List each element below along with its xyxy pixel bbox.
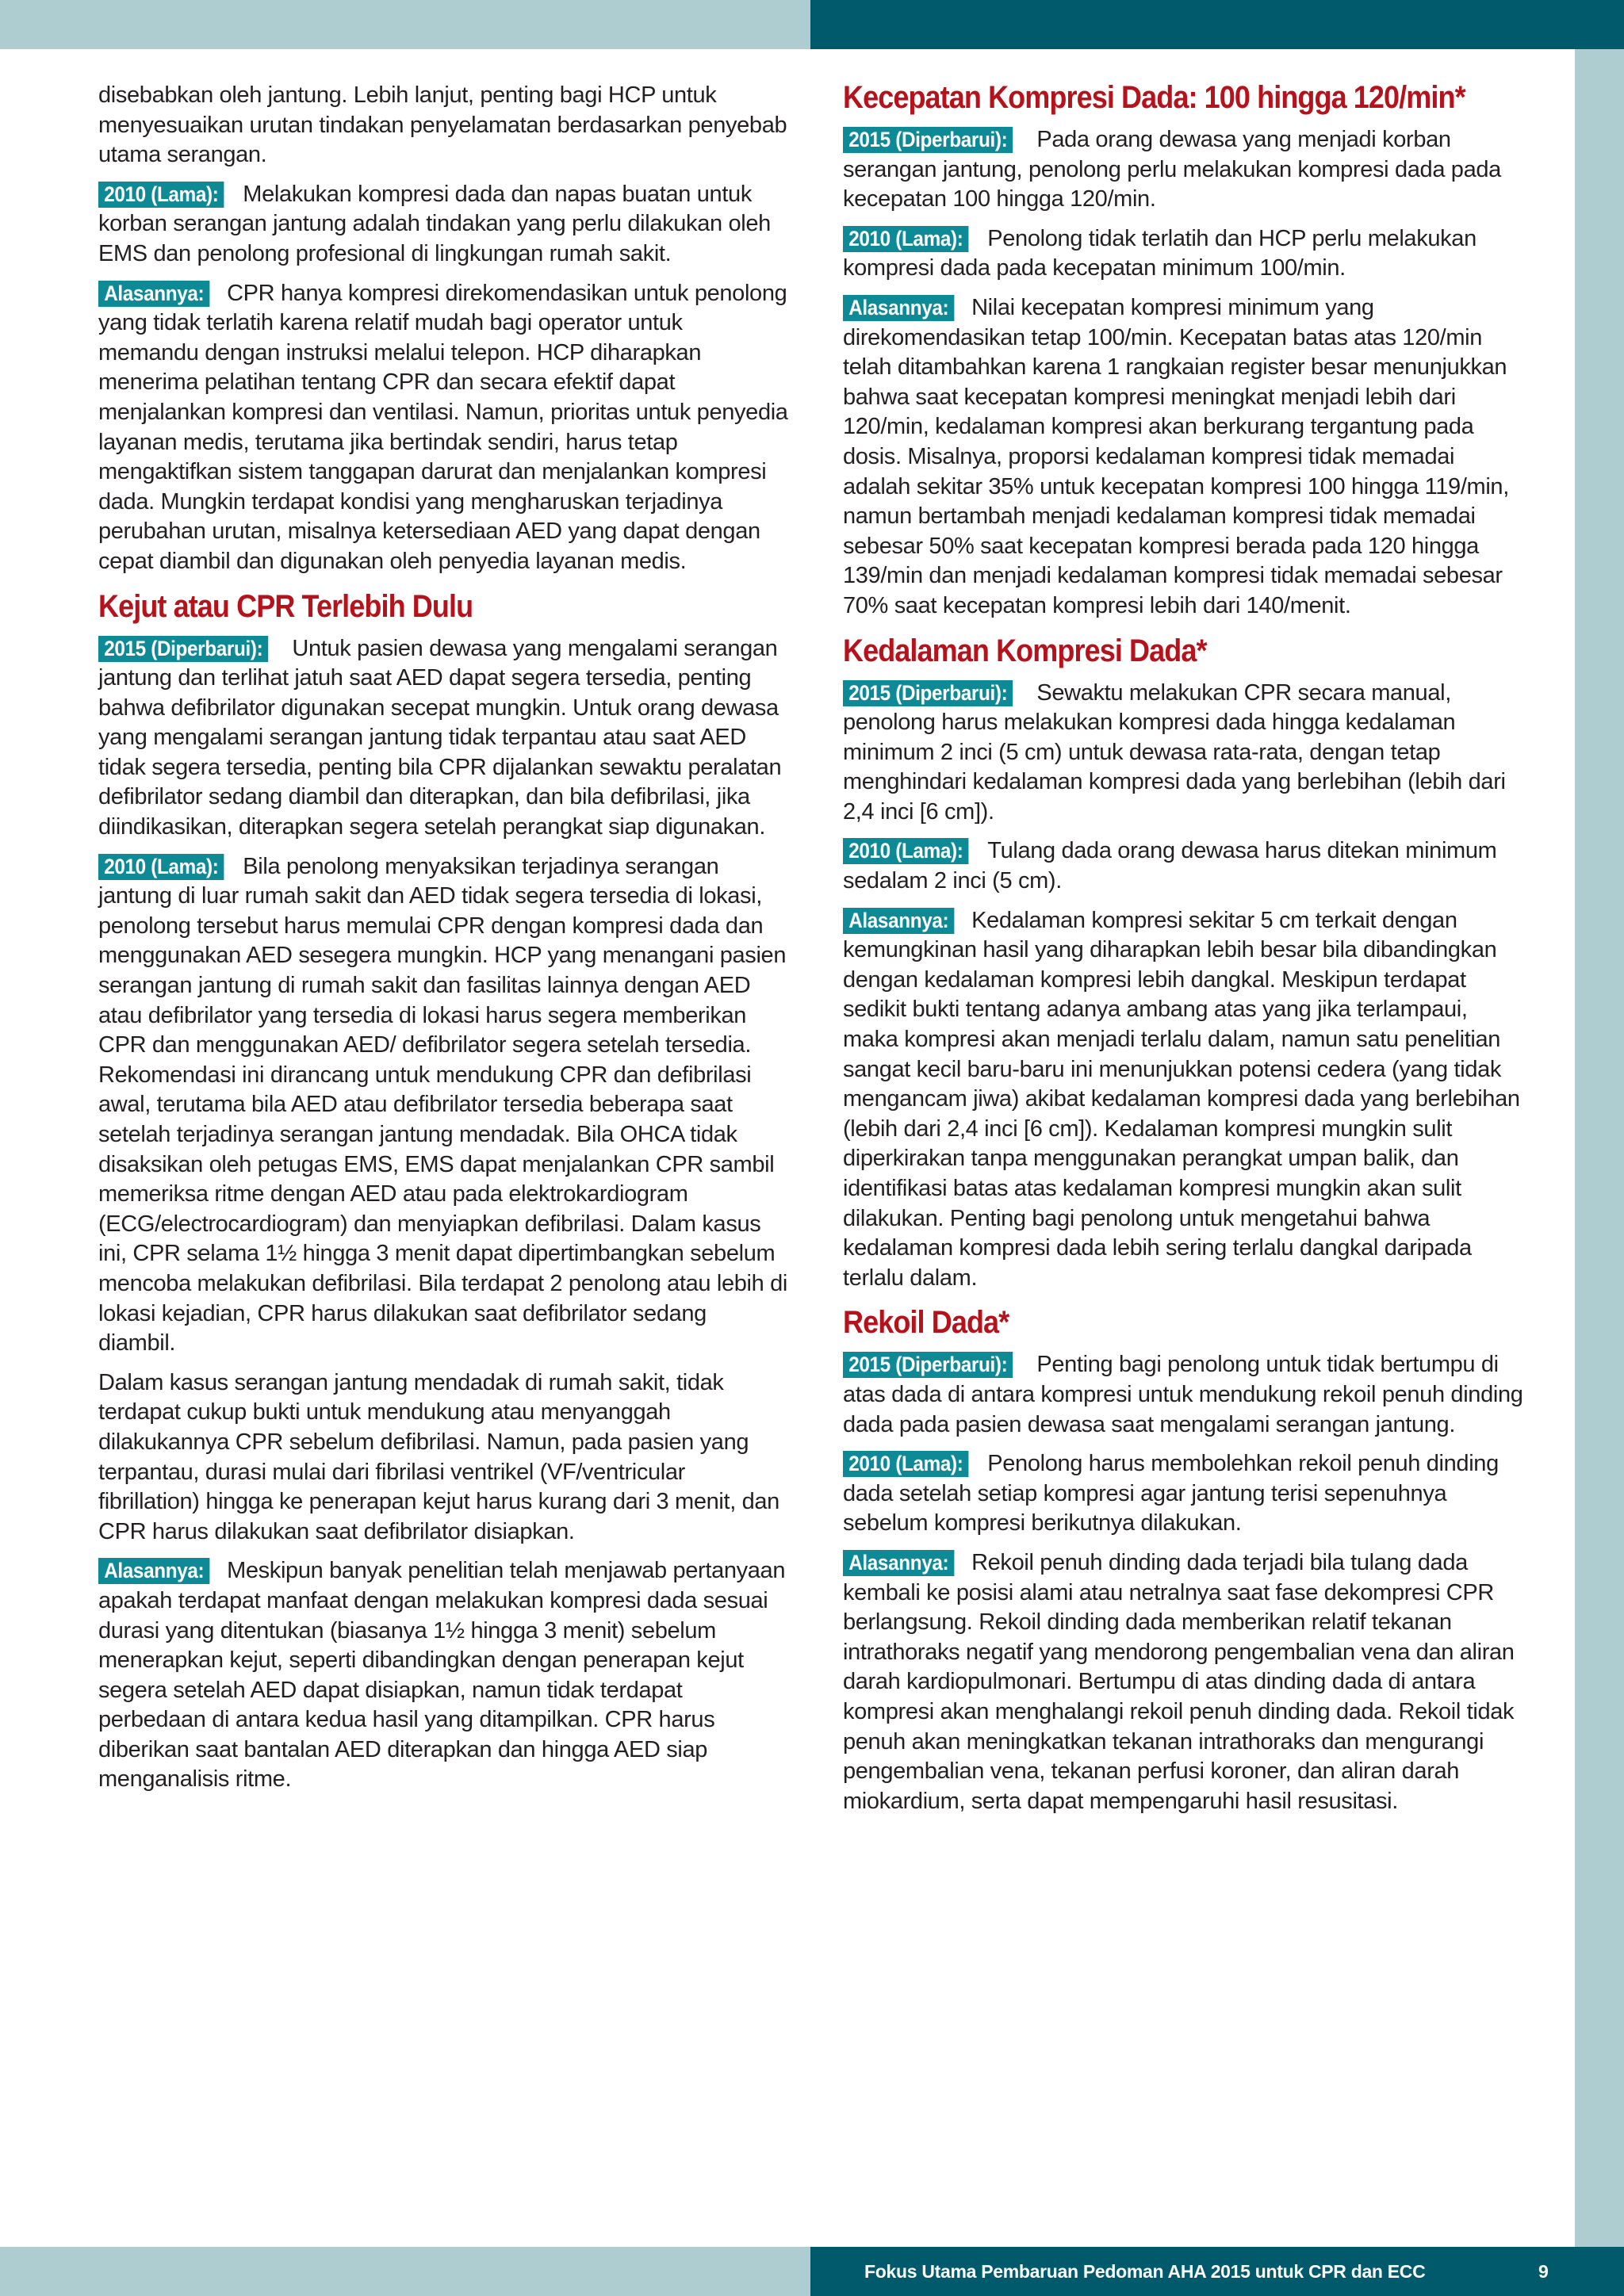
paragraph — [843, 836, 1525, 896]
label-badge-alasannya: Alasannya: — [843, 295, 954, 321]
label-badge-2015-diperbarui: 2015 (Diperbarui): — [843, 127, 1013, 153]
paragraph — [843, 125, 1525, 215]
paragraph-text: disebabkan oleh jantung. Lebih lanjut, penting bagi HCP untuk menyesuaikan urutan tindakan penyelamatan berdasarkan penyebab utama serangan. — [98, 82, 787, 168]
right-side-band — [1575, 49, 1624, 2247]
footer-title: Fokus Utama Pembaruan Pedoman AHA 2015 untuk CPR dan ECC — [864, 2261, 1426, 2282]
paragraph-text: Tulang dada orang dewasa harus ditekan minimum sedalam 2 inci (5 cm). — [843, 838, 1497, 894]
paragraph — [843, 1350, 1525, 1440]
label-badge-2010-lama: 2010 (Lama): — [843, 1451, 969, 1477]
paragraph — [843, 293, 1525, 622]
section-heading-kejut-atau-cpr-terlebih-dulu: Kejut atau CPR Terlebih Dulu — [98, 588, 473, 624]
paragraph — [843, 1449, 1525, 1539]
paragraph-text: Penolong tidak terlatih dan HCP perlu melakukan kompresi dada pada kecepatan minimum 100/min. — [843, 225, 1477, 281]
paragraph — [843, 1548, 1525, 1816]
paragraph — [98, 852, 788, 1359]
paragraph-text: Nilai kecepatan kompresi minimum yang direkomendasikan tetap 100/min. Kecepatan batas atas 120/min telah ditambahkan karena 1 rangkaian register besar menunjukkan bahwa saat kecepatan kompresi meningkat menjadi lebih dari 120/min, kedalaman kompresi akan berkurang tergantung pada dosis. Misalnya, proporsi kedalaman kompresi tidak memadai adalah sekitar 35% untuk kecepatan kompresi 100 hingga 119/min, namun bertambah menjadi kedalaman kompresi tidak memadai sebesar 50% saat kecepatan kompresi berada pada 120 hingga 139/min dan menjadi kedalaman kompresi tidak memadai sebesar 70% saat kecepatan kompresi lebih dari 140/menit. — [843, 294, 1509, 618]
label-badge-alasannya: Alasannya: — [843, 908, 954, 934]
section-heading-rekoil-dada: Rekoil Dada* — [843, 1305, 1009, 1341]
paragraph — [843, 679, 1525, 828]
paragraph — [98, 1556, 788, 1795]
label-badge-2010-lama: 2010 (Lama): — [843, 838, 969, 864]
paragraph — [98, 634, 788, 843]
paragraph — [843, 224, 1525, 284]
paragraph-text: Pada orang dewasa yang menjadi korban serangan jantung, penolong perlu melakukan kompresi dada pada kecepatan 100 hingga 120/min. — [843, 127, 1501, 212]
section-heading-kedalaman-kompresi-dada: Kedalaman Kompresi Dada* — [843, 633, 1207, 668]
paragraph-text: Rekoil penuh dinding dada terjadi bila tulang dada kembali ke posisi alami atau netralnya saat fase dekompresi CPR berlangsung. Rekoil dinding dada memberikan relatif tekanan intrathoraks negatif yang mendorong pengembalian vena dan aliran darah kardiopulmonari. Bertumpu di atas dinding dada di antara kompresi akan menghalangi rekoil penuh dinding dada. Rekoil tidak penuh akan meningkatkan tekanan intrathoraks dan mengurangi pengembalian vena, tekanan perfusi koroner, dan aliran darah miokardium, serta dapat mempengaruhi hasil resusitasi. — [843, 1549, 1515, 1814]
page-number: 9 — [1538, 2261, 1549, 2282]
paragraph-text: Meskipun banyak penelitian telah menjawab pertanyaan apakah terdapat manfaat dengan melakukan kompresi dada sesuai durasi yang ditentukan (biasanya 1½ hingga 3 menit) sebelum menerapkan kejut, seperti dibandingkan dengan penerapan kejut segera setelah AED dapat disiapkan, namun tidak terdapat perbedaan di antara kedua hasil yang ditampilkan. CPR harus diberikan saat bantalan AED diterapkan dan hingga AED siap menganalisis ritme. — [98, 1558, 786, 1793]
top-band-light — [0, 0, 810, 49]
right-column — [843, 79, 1525, 1826]
paragraph — [98, 81, 788, 170]
label-badge-2010-lama: 2010 (Lama): — [843, 226, 969, 252]
label-badge-2015-diperbarui: 2015 (Diperbarui): — [843, 680, 1013, 706]
paragraph-text: Sewaktu melakukan CPR secara manual, penolong harus melakukan kompresi dada hingga kedalaman minimum 2 inci (5 cm) untuk dewasa rata-rata, dengan tetap menghindari kedalaman kompresi dada yang berlebihan (lebih dari 2,4 inci [6 cm]). — [843, 679, 1506, 825]
paragraph-text: Penolong harus membolehkan rekoil penuh dinding dada setelah setiap kompresi agar jantung terisi sepenuhnya sebelum kompresi berikutnya dilakukan. — [843, 1451, 1499, 1536]
paragraph-text: Kedalaman kompresi sekitar 5 cm terkait dengan kemungkinan hasil yang diharapkan lebih besar bila dibandingkan dengan kedalaman kompresi lebih dangkal. Meskipun terdapat sedikit bukti tentang adanya ambang atas yang jika terlampaui, maka kompresi akan menjadi terlalu dalam, namun satu penelitian sangat kecil baru-baru ini menunjukkan potensi cedera (yang tidak mengancam jiwa) akibat kedalaman kompresi dada yang berlebihan (lebih dari 2,4 inci [6 cm]). Kedalaman kompresi mungkin sulit diperkirakan tanpa menggunakan perangkat umpan balik, dan identifikasi batas atas kedalaman kompresi mungkin akan sulit dilakukan. Penting bagi penolong untuk mengetahui bahwa kedalaman kompresi dada lebih sering terlalu dangkal daripada terlalu dalam. — [843, 907, 1520, 1291]
footer-band-light — [0, 2247, 810, 2296]
label-badge-2010-lama: 2010 (Lama): — [98, 854, 224, 880]
paragraph-text: CPR hanya kompresi direkomendasikan untuk penolong yang tidak terlatih karena relatif mudah bagi operator untuk memandu dengan instruksi melalui telepon. HCP diharapkan menerima pelatihan tentang CPR dan secara efektif dapat menjalankan kompresi dan ventilasi. Namun, prioritas untuk penyedia layanan medis, terutama jika bertindak sendiri, harus tetap mengaktifkan sistem tanggapan darurat dan menjalankan kompresi dada. Mungkin terdapat kondisi yang mengharuskan terjadinya perubahan urutan, misalnya ketersediaan AED yang dapat dengan cepat diambil dan digunakan oleh penyedia layanan medis. — [98, 280, 788, 574]
paragraph-text: Dalam kasus serangan jantung mendadak di rumah sakit, tidak terdapat cukup bukti untuk mendukung atau menyanggah dilakukannya CPR sebelum defibrilasi. Namun, pada pasien yang terpantau, durasi mulai dari fibrilasi ventrikel (VF/ventricular fibrillation) hingga ke penerapan kejut harus kurang dari 3 menit, dan CPR harus dilakukan saat defibrilator disiapkan. — [98, 1369, 779, 1544]
paragraph — [98, 279, 788, 577]
label-badge-2015-diperbarui: 2015 (Diperbarui): — [98, 636, 269, 662]
paragraph-text: Melakukan kompresi dada dan napas buatan untuk korban serangan jantung adalah tindakan yang perlu dilakukan oleh EMS dan penolong profesional di lingkungan rumah sakit. — [98, 181, 771, 266]
paragraph-text: Untuk pasien dewasa yang mengalami serangan jantung dan terlihat jatuh saat AED dapat segera tersedia, penting bahwa defibrilator digunakan secepat mungkin. Untuk orang dewasa yang mengalami serangan jantung tidak terpantau atau saat AED tidak segera tersedia, penting bila CPR dijalankan sewaktu peralatan defibrilator sedang diambil dan diterapkan, dan bila defibrilasi, jika diindikasikan, diterapkan segera setelah perangkat siap digunakan. — [98, 635, 782, 840]
label-badge-alasannya: Alasannya: — [98, 281, 209, 307]
label-badge-alasannya: Alasannya: — [843, 1550, 954, 1576]
label-badge-2015-diperbarui: 2015 (Diperbarui): — [843, 1352, 1013, 1378]
left-column — [98, 81, 788, 1804]
section-heading-kecepatan-kompresi-dada-100-hingga-120-m: Kecepatan Kompresi Dada: 100 hingga 120/min* — [843, 80, 1465, 115]
paragraph-text: Bila penolong menyaksikan terjadinya serangan jantung di luar rumah sakit dan AED tidak segera tersedia di lokasi, penolong tersebut harus memulai CPR dengan kompresi dada dan menggunakan AED sesegera mungkin. HCP yang menangani pasien serangan jantung di rumah sakit dan fasilitas lainnya dengan AED atau defibrilator yang tersedia di lokasi harus segera memberikan CPR dan menggunakan AED/ defibrilator segera setelah tersedia. Rekomendasi ini dirancang untuk mendukung CPR dan defibrilasi awal, terutama bila AED atau defibrilator tersedia beberapa saat setelah terjadinya serangan jantung mendadak. Bila OHCA tidak disaksikan oleh petugas EMS, EMS dapat menjalankan CPR sambil memeriksa ritme dengan AED atau pada elektrokardiogram (ECG/electrocardiogram) dan menyiapkan defibrilasi. Dalam kasus ini, CPR selama 1½ hingga 3 menit dapat dipertimbangkan sebelum mencoba melakukan defibrilasi. Bila terdapat 2 penolong atau lebih di lokasi kejadian, CPR harus dilakukan saat defibrilator sedang diambil. — [98, 853, 787, 1357]
paragraph — [843, 906, 1525, 1294]
label-badge-2010-lama: 2010 (Lama): — [98, 182, 224, 208]
label-badge-alasannya: Alasannya: — [98, 1558, 209, 1584]
paragraph — [98, 180, 788, 270]
top-band-dark — [810, 0, 1624, 49]
paragraph — [98, 1368, 788, 1548]
paragraph-text: Penting bagi penolong untuk tidak bertumpu di atas dada di antara kompresi untuk mendukung rekoil penuh dinding dada pada pasien dewasa saat mengalami serangan jantung. — [843, 1352, 1523, 1437]
